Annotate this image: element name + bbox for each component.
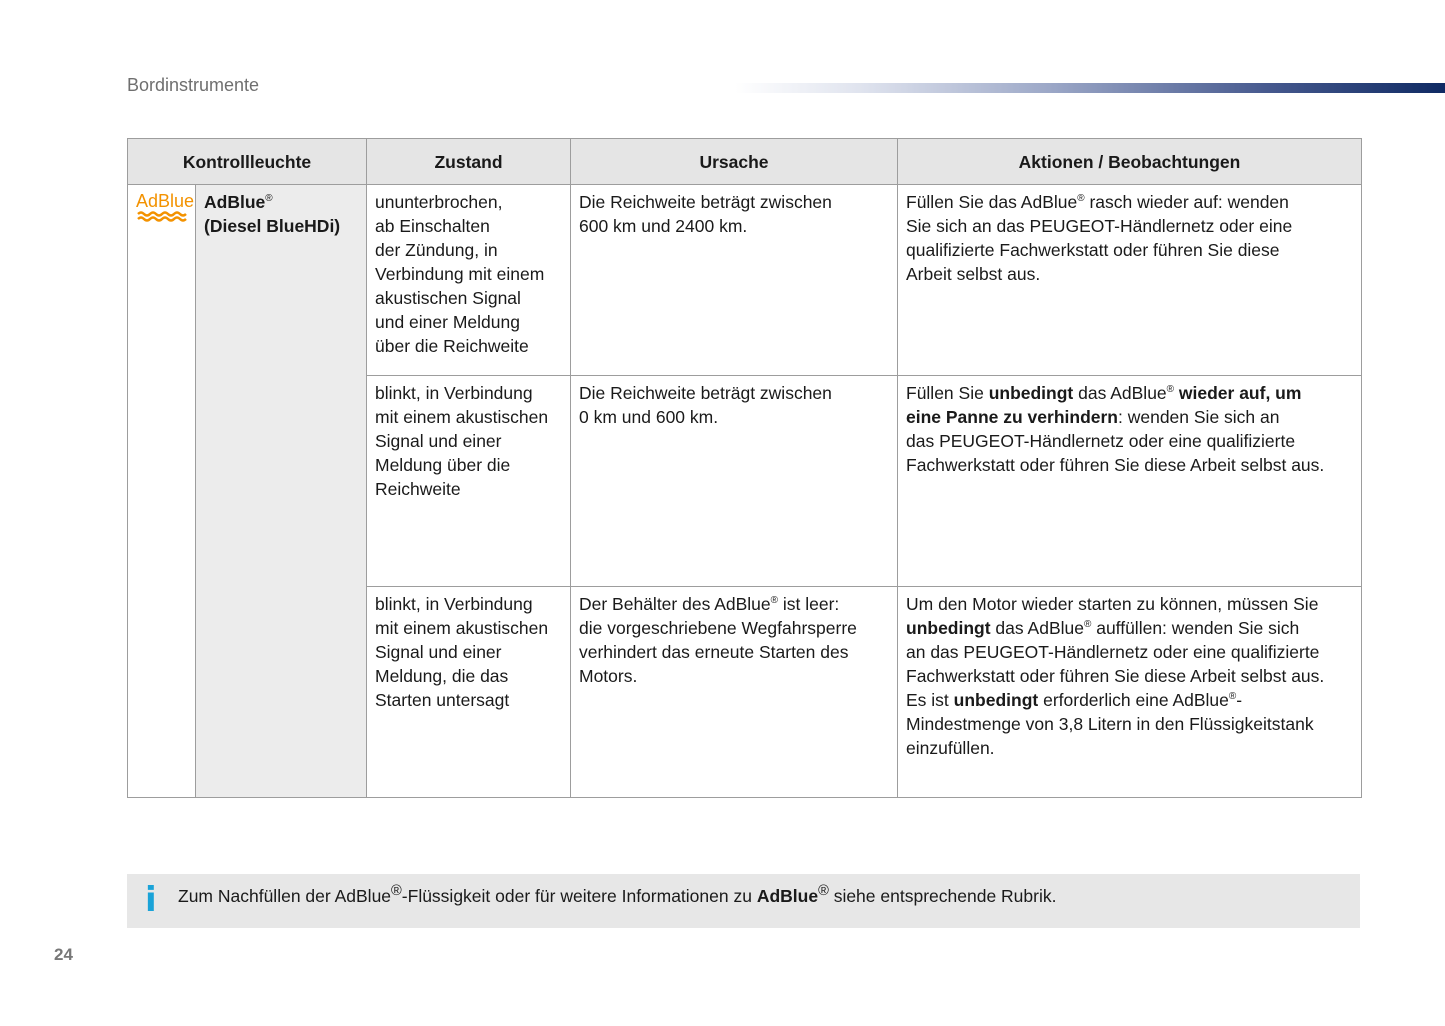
emphasis-text: unbedingt	[906, 618, 991, 638]
info-note-text	[178, 879, 1056, 908]
registered-mark: ®	[1083, 619, 1092, 630]
cell-text: : wenden Sie sich an	[1118, 407, 1280, 427]
cell-text-line: an das PEUGEOT-Händlernetz oder eine qualifizierte	[906, 642, 1320, 662]
registered-mark: ®	[770, 595, 779, 606]
warning-lights-table	[127, 138, 1362, 798]
cell-text-line: die vorgeschriebene Wegfahrsperre	[579, 618, 857, 638]
cell-text: ist leer:	[778, 594, 840, 614]
cell-text: Der Behälter des AdBlue	[579, 594, 771, 614]
cell-text-line: ab Einschalten	[375, 216, 490, 236]
adblue-icon-text: AdBlue	[136, 191, 194, 211]
cell-text: das AdBlue	[1073, 383, 1167, 403]
cell-text-line: Meldung über die	[375, 455, 511, 475]
cell-text-line: Um den Motor wieder starten zu können, müssen Sie	[906, 594, 1319, 614]
page-number: 24	[54, 945, 73, 964]
cell-text-line: Meldung, die das	[375, 666, 509, 686]
cell-text-line: einzufüllen.	[906, 738, 995, 758]
cell-text-line: qualifizierte Fachwerkstatt oder führen Sie diese	[906, 240, 1280, 260]
cell-text: erforderlich eine AdBlue	[1038, 690, 1229, 710]
cell-text-line: mit einem akustischen	[375, 618, 549, 638]
cell-text-line: 0 km und 600 km.	[579, 407, 719, 427]
cell-text-line: Mindestmenge von 3,8 Litern in den Flüssigkeitstank	[906, 714, 1314, 734]
emphasis-text: eine Panne zu verhindern	[906, 407, 1118, 427]
cell-text-line: Fachwerkstatt oder führen Sie diese Arbeit selbst aus.	[906, 455, 1325, 475]
cell-text: Füllen Sie	[906, 383, 989, 403]
cell-text-line: Starten untersagt	[375, 690, 510, 710]
cell-text-line: 600 km und 2400 km.	[579, 216, 748, 236]
cell-text-line: Motors.	[579, 666, 638, 686]
cell-text-line: Die Reichweite beträgt zwischen	[579, 192, 832, 212]
cell-text: das AdBlue	[990, 618, 1084, 638]
emphasis-text: unbedingt	[988, 383, 1074, 403]
indicator-variant: (Diesel BlueHDi)	[204, 216, 341, 236]
aktionen-cell	[898, 587, 1362, 798]
registered-mark: ®	[265, 193, 273, 204]
indicator-icon-cell	[128, 185, 196, 798]
ursache-cell	[571, 376, 898, 587]
zustand-cell	[367, 185, 571, 376]
cell-text-line: der Zündung, in	[375, 240, 498, 260]
column-header: Aktionen / Beobachtungen	[898, 139, 1362, 185]
indicator-name-cell	[196, 185, 367, 798]
emphasis-text: AdBlue	[756, 885, 819, 906]
registered-mark: ®	[1166, 384, 1175, 395]
cell-text-line: Verbindung mit einem	[375, 264, 545, 284]
info-note-box	[127, 874, 1360, 928]
adblue-warning-icon	[136, 190, 194, 222]
cell-text-line: verhindert das erneute Starten des	[579, 642, 849, 662]
cell-text-line: blinkt, in Verbindung	[375, 383, 533, 403]
emphasis-text: unbedingt	[953, 690, 1039, 710]
table-row	[128, 185, 1362, 376]
info-icon: i	[145, 880, 157, 920]
table-header-row	[128, 139, 1362, 185]
zustand-cell	[367, 587, 571, 798]
aktionen-cell	[898, 376, 1362, 587]
cell-text-line: Signal und einer	[375, 431, 502, 451]
column-header: Zustand	[367, 139, 571, 185]
cell-text-line: akustischen Signal	[375, 288, 521, 308]
cell-text-line: ununterbrochen,	[375, 192, 503, 212]
cell-text-line: über die Reichweite	[375, 336, 529, 356]
info-text-part: -Flüssigkeit oder für weitere Informationen zu	[401, 885, 757, 906]
cell-text: rasch wieder auf: wenden	[1084, 192, 1289, 212]
cell-text-line: Signal und einer	[375, 642, 502, 662]
cell-text: Füllen Sie das AdBlue	[906, 192, 1078, 212]
ursache-cell	[571, 587, 898, 798]
info-text-part: siehe entsprechende Rubrik.	[828, 885, 1057, 906]
header-decoration-bar	[735, 83, 1445, 93]
registered-mark: ®	[1228, 691, 1237, 702]
emphasis-text: wieder auf, um	[1174, 383, 1302, 403]
cell-text-line: Die Reichweite beträgt zwischen	[579, 383, 832, 403]
cell-text: auffüllen: wenden Sie sich	[1091, 618, 1300, 638]
indicator-name: AdBlue	[204, 192, 266, 212]
info-text-part: Zum Nachfüllen der AdBlue	[178, 885, 392, 906]
registered-mark: ®	[391, 883, 402, 899]
cell-text-line: Fachwerkstatt oder führen Sie diese Arbeit selbst aus.	[906, 666, 1325, 686]
cell-text-line: und einer Meldung	[375, 312, 520, 332]
cell-text-line: das PEUGEOT-Händlernetz oder eine qualifizierte	[906, 431, 1296, 451]
cell-text-line: Arbeit selbst aus.	[906, 264, 1041, 284]
cell-text-line: mit einem akustischen	[375, 407, 549, 427]
zustand-cell	[367, 376, 571, 587]
registered-mark: ®	[1077, 193, 1085, 204]
column-header: Ursache	[571, 139, 898, 185]
column-header: Kontrollleuchte	[128, 139, 367, 185]
ursache-cell	[571, 185, 898, 376]
cell-text-line: Reichweite	[375, 479, 461, 499]
registered-mark: ®	[818, 883, 829, 899]
cell-text: -	[1236, 690, 1243, 710]
cell-text-line: Sie sich an das PEUGEOT-Händlernetz oder eine	[906, 216, 1293, 236]
cell-text: Es ist	[906, 690, 954, 710]
aktionen-cell	[898, 185, 1362, 376]
cell-text-line: blinkt, in Verbindung	[375, 594, 533, 614]
section-title: Bordinstrumente	[127, 75, 260, 95]
